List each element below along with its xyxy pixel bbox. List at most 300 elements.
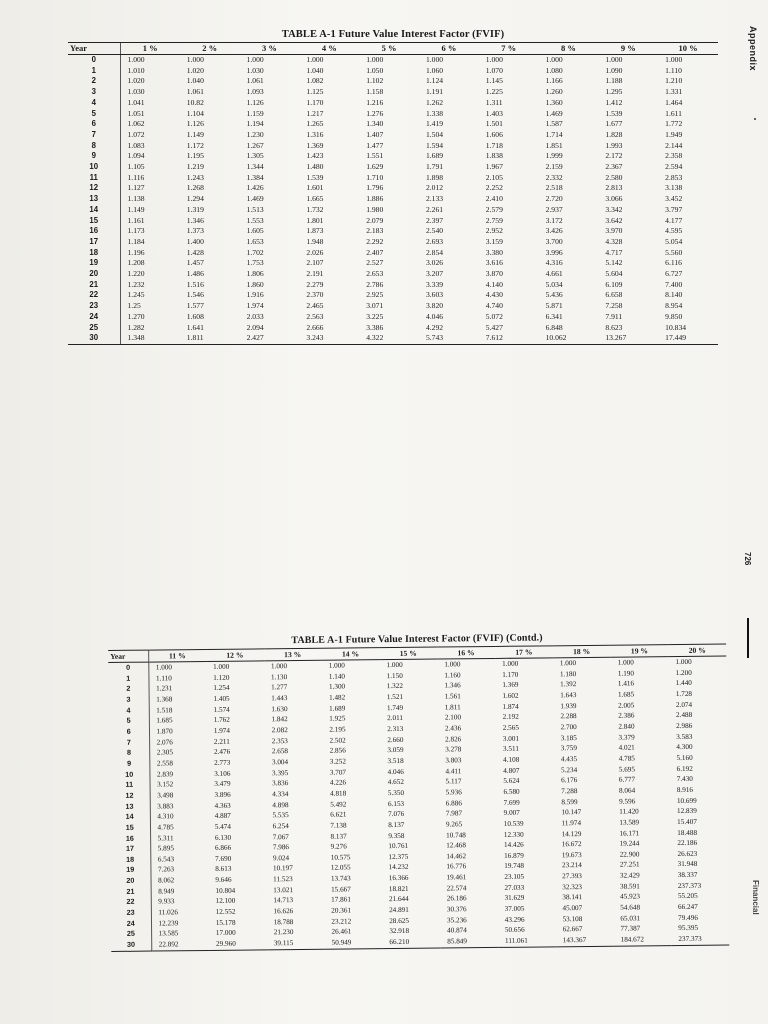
factor-cell: 12.552 — [215, 907, 236, 916]
year-cell: 6 — [91, 119, 96, 129]
factor-cell: 1.464 — [665, 97, 683, 107]
factor-cell: 1.732 — [306, 204, 324, 214]
factor-cell: 1.319 — [186, 204, 204, 214]
table-1-grid — [68, 42, 718, 345]
factor-cell: 2.925 — [366, 290, 384, 300]
factor-cell: 1.000 — [120, 55, 180, 66]
factor-cell: 3.803 — [445, 756, 462, 765]
factor-cell: 1.277 — [271, 683, 288, 692]
factor-cell: 1.546 — [186, 290, 204, 300]
factor-cell: 3.207 — [425, 269, 444, 279]
factor-cell: 8.949 — [151, 886, 209, 897]
factor-cell: 5.871 — [545, 301, 563, 311]
factor-cell: 6.109 — [605, 279, 623, 289]
factor-cell: 4.108 — [503, 755, 520, 764]
table-row — [68, 216, 718, 227]
table-row — [68, 76, 718, 87]
year-cell: 21 — [89, 279, 99, 289]
year-cell: 4 — [126, 705, 131, 715]
factor-cell: 1.898 — [425, 172, 444, 182]
factor-cell: 2.105 — [485, 172, 503, 182]
factor-cell: 10.197 — [272, 864, 293, 873]
factor-cell: 2.313 — [387, 724, 404, 734]
factor-cell: 6.116 — [665, 258, 682, 268]
factor-cell: 16.879 — [504, 851, 524, 860]
factor-cell: 1.521 — [386, 692, 404, 702]
factor-cell: 1.120 — [213, 673, 230, 682]
factor-cell: 3.379 — [618, 733, 635, 742]
factor-cell: 2.594 — [665, 162, 683, 172]
factor-cell: 5.535 — [272, 811, 289, 820]
factor-cell: 4.435 — [560, 755, 578, 764]
factor-cell: 1.125 — [306, 87, 324, 97]
factor-cell: 1.838 — [485, 151, 503, 161]
factor-cell: 1.772 — [665, 119, 683, 129]
factor-cell: 1.000 — [545, 55, 563, 64]
factor-cell: 2.159 — [545, 162, 563, 172]
factor-cell: 3.616 — [485, 258, 503, 268]
factor-cell: 2.693 — [425, 236, 444, 246]
factor-cell: 5.695 — [618, 765, 636, 774]
table-row — [68, 269, 718, 280]
factor-cell: 6.153 — [387, 799, 405, 808]
factor-cell: 95.395 — [678, 924, 699, 933]
factor-cell: 3.426 — [545, 226, 563, 236]
factor-cell: 1.416 — [617, 679, 635, 688]
factor-cell: 3.479 — [214, 779, 231, 789]
factor-cell: 1.412 — [605, 97, 623, 107]
factor-cell: 1.605 — [246, 226, 264, 236]
factor-cell: 1.348 — [120, 333, 180, 344]
factor-cell: 4.322 — [359, 333, 419, 344]
factor-cell: 2.094 — [246, 322, 264, 332]
factor-cell: 1.340 — [366, 119, 384, 129]
factor-cell: 1.762 — [213, 716, 230, 725]
factor-cell: 4.300 — [676, 743, 693, 752]
factor-cell: 22.892 — [151, 939, 209, 951]
year-cell: 12 — [125, 790, 134, 800]
factor-cell: 7.288 — [561, 786, 578, 796]
factor-cell: 1.801 — [306, 215, 324, 225]
factor-cell: 4.807 — [503, 766, 520, 775]
factor-cell: 1.316 — [306, 129, 324, 139]
factor-cell: 3.026 — [425, 258, 444, 268]
year-cell: 4 — [91, 97, 96, 107]
factor-cell: 50.949 — [325, 937, 383, 949]
factor-cell: 2.305 — [149, 747, 207, 758]
factor-cell: 1.630 — [271, 704, 288, 713]
factor-cell: 2.261 — [425, 204, 444, 214]
factor-cell: 4.717 — [605, 247, 623, 257]
factor-cell: 1.188 — [605, 76, 623, 86]
factor-cell: 18.821 — [388, 884, 409, 893]
factor-cell: 1.000 — [617, 658, 634, 667]
year-cell: 22 — [89, 290, 99, 300]
year-cell: 12 — [89, 183, 99, 193]
factor-cell: 1.25 — [120, 301, 180, 312]
rate-column-header: 3 % — [240, 43, 300, 55]
factor-cell: 30.376 — [446, 905, 467, 914]
factor-cell: 6.886 — [445, 798, 462, 808]
factor-cell: 1.232 — [120, 280, 180, 291]
factor-cell: 3.896 — [214, 790, 231, 799]
factor-cell: 8.599 — [561, 797, 578, 806]
factor-cell: 8.954 — [665, 301, 683, 311]
fvif-table-1 — [68, 28, 718, 345]
rate-column-header: 10 % — [658, 43, 718, 55]
factor-cell: 53.108 — [562, 914, 583, 924]
rate-column-header: 16 % — [437, 646, 495, 659]
factor-cell: 6.254 — [272, 821, 289, 831]
rate-column-header: 13 % — [264, 648, 322, 661]
factor-cell: 7.258 — [605, 301, 623, 311]
factor-cell: 7.067 — [272, 832, 289, 841]
factor-cell: 1.000 — [665, 55, 683, 64]
year-cell: 15 — [125, 822, 134, 832]
year-cell: 23 — [89, 301, 99, 311]
factor-cell: 9.646 — [215, 875, 232, 885]
rate-column-header: 20 % — [668, 644, 726, 657]
factor-cell: 4.785 — [618, 754, 635, 763]
year-cell: 16 — [89, 226, 99, 236]
rate-column-header: 7 % — [479, 43, 539, 55]
factor-cell: 10.699 — [676, 796, 697, 805]
factor-cell: 1.967 — [485, 162, 503, 172]
factor-cell: 2.172 — [605, 151, 623, 161]
factor-cell: 14.426 — [503, 840, 524, 850]
table-row — [68, 205, 718, 216]
factor-cell: 1.210 — [665, 76, 683, 86]
factor-cell: 1.728 — [675, 689, 693, 699]
factor-cell: 5.054 — [665, 236, 683, 246]
table-row — [68, 173, 718, 184]
factor-cell: 3.642 — [605, 215, 623, 225]
factor-cell: 2.076 — [149, 737, 207, 748]
factor-cell: 10.539 — [503, 819, 524, 828]
factor-cell: 14.232 — [388, 863, 409, 872]
factor-cell: 2.826 — [445, 734, 462, 744]
factor-cell: 4.328 — [605, 236, 623, 246]
factor-cell: 4.140 — [485, 279, 503, 289]
factor-cell: 17.000 — [215, 929, 236, 938]
factor-cell: 2.292 — [366, 236, 384, 246]
factor-cell: 18.788 — [273, 917, 294, 927]
factor-cell: 5.234 — [560, 765, 578, 774]
factor-cell: 17.861 — [331, 895, 351, 905]
table-2-grid — [108, 644, 729, 952]
factor-cell: 3.106 — [214, 769, 231, 778]
factor-cell: 1.149 — [186, 129, 204, 139]
factor-cell: 2.100 — [444, 713, 462, 722]
rate-column-header: 18 % — [553, 645, 611, 658]
factor-cell: 1.305 — [246, 151, 264, 161]
factor-cell: 2.367 — [605, 162, 623, 172]
year-cell: 13 — [89, 194, 99, 204]
factor-cell: 5.160 — [676, 753, 693, 762]
year-cell: 24 — [126, 918, 135, 928]
factor-cell: 1.870 — [149, 726, 207, 737]
factor-cell: 2.786 — [366, 279, 384, 289]
factor-cell: 1.170 — [306, 97, 324, 107]
factor-cell: 1.714 — [545, 129, 563, 139]
factor-cell: 2.012 — [425, 183, 444, 193]
factor-cell: 4.292 — [425, 322, 444, 332]
factor-cell: 16.366 — [388, 873, 409, 883]
factor-cell: 1.469 — [545, 108, 563, 118]
table-1-body — [68, 55, 718, 345]
factor-cell: 9.276 — [330, 842, 347, 851]
factor-cell: 2.252 — [485, 183, 503, 193]
factor-cell: 1.061 — [186, 87, 204, 97]
factor-cell: 3.996 — [545, 247, 563, 257]
factor-cell: 1.368 — [149, 694, 207, 705]
year-cell: 0 — [91, 55, 96, 64]
factor-cell: 1.000 — [148, 661, 206, 673]
factor-cell: 1.030 — [246, 65, 264, 75]
factor-cell: 2.488 — [675, 711, 693, 720]
factor-cell: 4.046 — [387, 767, 404, 776]
factor-cell: 7.690 — [215, 854, 232, 863]
year-cell: 1 — [91, 65, 96, 75]
factor-cell: 1.140 — [328, 672, 346, 681]
factor-cell: 12.375 — [388, 852, 409, 861]
factor-cell: 2.660 — [387, 735, 404, 744]
factor-cell: 1.000 — [366, 55, 384, 64]
table-row — [68, 183, 718, 194]
factor-cell: 1.172 — [186, 140, 204, 150]
year-cell: 25 — [89, 322, 99, 332]
factor-cell: 3.759 — [560, 744, 577, 753]
year-cell: 1 — [126, 673, 131, 683]
factor-cell: 1.000 — [675, 657, 692, 667]
factor-cell: 5.560 — [665, 247, 683, 257]
factor-cell: 1.886 — [366, 194, 384, 204]
factor-cell: 12.468 — [446, 841, 467, 850]
factor-cell: 1.149 — [120, 205, 180, 216]
factor-cell: 2.565 — [502, 723, 519, 732]
factor-cell: 19.748 — [504, 862, 525, 871]
factor-cell: 1.874 — [502, 702, 519, 711]
factor-cell: 21.230 — [273, 928, 294, 937]
factor-cell: 15.407 — [677, 817, 697, 826]
factor-cell: 3.883 — [150, 800, 208, 811]
factor-cell: 1.677 — [605, 119, 623, 129]
factor-cell: 14.129 — [561, 829, 582, 838]
factor-cell: 3.395 — [271, 768, 289, 777]
factor-cell: 77.387 — [620, 924, 641, 934]
factor-cell: 9.358 — [388, 831, 405, 840]
factor-cell: 13.589 — [619, 818, 640, 827]
factor-cell: 5.427 — [485, 322, 503, 332]
factor-cell: 1.993 — [605, 140, 623, 150]
year-cell: 2 — [91, 76, 96, 86]
factor-cell: 1.159 — [246, 108, 264, 118]
factor-cell: 11.420 — [619, 807, 639, 816]
factor-cell: 1.093 — [246, 87, 264, 97]
factor-cell: 50.656 — [504, 926, 525, 935]
factor-cell: 2.952 — [485, 226, 503, 236]
factor-cell: 1.268 — [186, 183, 204, 193]
year-cell: 20 — [126, 875, 135, 885]
factor-cell: 35.236 — [446, 916, 467, 925]
year-cell: 23 — [126, 907, 135, 917]
factor-cell: 18.488 — [677, 828, 698, 837]
factor-cell: 1.702 — [246, 247, 264, 257]
factor-cell: 4.411 — [445, 766, 462, 776]
factor-cell: 2.079 — [366, 215, 384, 225]
year-cell: 18 — [126, 854, 135, 864]
factor-cell: 1.090 — [605, 65, 623, 75]
factor-cell: 1.710 — [366, 172, 384, 182]
factor-cell: 1.195 — [186, 151, 204, 161]
factor-cell: 2.658 — [271, 747, 289, 756]
factor-cell: 1.230 — [246, 129, 264, 139]
factor-cell: 23.212 — [331, 917, 352, 926]
factor-cell: 3.225 — [366, 311, 384, 321]
factor-cell: 2.183 — [366, 226, 384, 236]
year-cell: 6 — [126, 726, 131, 736]
factor-cell: 1.158 — [366, 87, 384, 97]
factor-cell: 1.070 — [485, 65, 503, 75]
factor-cell: 1.060 — [425, 65, 444, 75]
factor-cell: 2.005 — [618, 701, 635, 710]
factor-cell: 1.110 — [148, 673, 206, 684]
factor-cell: 4.310 — [150, 811, 208, 822]
table-row — [68, 290, 718, 301]
factor-cell: 4.021 — [618, 743, 635, 752]
table-row — [68, 98, 718, 109]
factor-cell: 66.210 — [382, 937, 440, 949]
rate-column-header: 19 % — [610, 645, 668, 658]
factor-cell: 11.523 — [273, 875, 293, 884]
factor-cell: 6.341 — [545, 311, 563, 321]
factor-cell: 1.539 — [306, 172, 324, 182]
factor-cell: 1.184 — [120, 237, 180, 248]
factor-cell: 10.82 — [186, 97, 204, 107]
factor-cell: 2.773 — [214, 758, 231, 767]
factor-cell: 5.311 — [150, 832, 208, 843]
factor-cell: 1.851 — [545, 140, 563, 150]
factor-cell: 1.160 — [444, 670, 461, 680]
factor-cell: 22.900 — [619, 850, 640, 859]
factor-cell: 1.000 — [270, 662, 288, 671]
factor-cell: 4.430 — [485, 290, 503, 300]
factor-cell: 1.083 — [120, 141, 180, 152]
factor-cell: 2.407 — [366, 247, 384, 257]
factor-cell: 6.176 — [561, 776, 578, 785]
factor-cell: 1.225 — [485, 87, 503, 97]
table-row — [68, 130, 718, 141]
factor-cell: 7.138 — [330, 821, 347, 830]
factor-cell: 66.247 — [678, 902, 698, 912]
factor-cell: 1.948 — [306, 236, 324, 246]
year-cell: 24 — [89, 311, 99, 321]
factor-cell: 1.419 — [425, 119, 444, 129]
factor-cell: 3.511 — [502, 744, 519, 754]
factor-cell: 32.429 — [619, 871, 640, 880]
factor-cell: 3.583 — [676, 732, 693, 741]
factor-cell: 2.653 — [366, 269, 384, 279]
factor-cell: 7.076 — [388, 810, 405, 819]
factor-cell: 1.194 — [246, 119, 264, 129]
factor-cell: 1.322 — [386, 682, 403, 691]
factor-cell: 2.856 — [329, 746, 346, 755]
factor-cell: 4.898 — [272, 800, 289, 809]
factor-cell: 26.186 — [446, 894, 467, 903]
factor-cell: 20.361 — [331, 906, 352, 915]
year-cell: 5 — [126, 716, 131, 726]
factor-cell: 1.443 — [271, 694, 288, 703]
factor-cell: 3.066 — [605, 194, 623, 204]
factor-cell: 1.338 — [425, 108, 444, 118]
factor-cell: 1.539 — [605, 108, 623, 118]
factor-cell: 1.606 — [485, 129, 503, 139]
factor-cell: 5.474 — [214, 822, 232, 831]
factor-cell: 1.200 — [675, 668, 692, 677]
factor-cell: 2.410 — [485, 194, 503, 204]
factor-cell: 1.102 — [366, 76, 384, 86]
factor-cell: 7.430 — [676, 775, 693, 784]
factor-cell: 1.974 — [246, 301, 264, 311]
factor-cell: 16.672 — [561, 840, 582, 849]
factor-cell: 143.367 — [556, 935, 614, 947]
factor-cell: 1.400 — [186, 236, 204, 246]
factor-cell: 3.278 — [445, 745, 462, 754]
financial-side-label: Financial — [751, 880, 760, 915]
factor-cell: 38.141 — [562, 893, 583, 902]
factor-cell: 1.110 — [665, 65, 682, 75]
factor-cell: 6.727 — [665, 269, 683, 279]
year-cell: 22 — [126, 897, 135, 907]
table-row — [68, 237, 718, 248]
factor-cell: 1.392 — [560, 680, 577, 689]
year-cell: 7 — [91, 129, 96, 139]
factor-cell: 3.836 — [272, 779, 289, 788]
factor-cell: 1.665 — [306, 194, 324, 204]
factor-cell: 2.937 — [545, 204, 563, 214]
rate-column-header: 4 % — [299, 43, 359, 55]
year-cell: 0 — [126, 662, 131, 672]
factor-cell: 2.288 — [560, 712, 577, 721]
factor-cell: 2.011 — [387, 714, 404, 723]
factor-cell: 10.062 — [539, 333, 599, 344]
factor-cell: 3.820 — [425, 301, 444, 311]
factor-cell: 2.026 — [306, 247, 324, 257]
factor-cell: 1.482 — [329, 693, 346, 702]
factor-cell: 10.834 — [665, 322, 687, 332]
factor-cell: 1.685 — [149, 715, 207, 726]
factor-cell: 1.116 — [120, 173, 180, 184]
factor-cell: 2.558 — [149, 758, 207, 769]
factor-cell: 8.613 — [215, 865, 232, 874]
factor-cell: 3.172 — [545, 215, 563, 225]
factor-cell: 31.629 — [504, 894, 525, 903]
factor-cell: 1.000 — [425, 55, 444, 64]
factor-cell: 1.000 — [246, 55, 264, 64]
factor-cell: 4.316 — [545, 258, 563, 268]
factor-cell: 37.005 — [504, 904, 525, 913]
factor-cell: 1.860 — [246, 279, 264, 289]
factor-cell: 22.186 — [677, 838, 698, 848]
factor-cell: 1.062 — [120, 119, 180, 130]
factor-cell: 1.369 — [306, 140, 324, 150]
factor-cell: 1.811 — [180, 333, 240, 344]
factor-cell: 1.360 — [545, 97, 563, 107]
factor-cell: 85.849 — [440, 936, 498, 948]
factor-cell: 4.887 — [214, 811, 231, 821]
factor-cell: 8.140 — [665, 290, 683, 300]
factor-cell: 1.166 — [545, 76, 563, 86]
